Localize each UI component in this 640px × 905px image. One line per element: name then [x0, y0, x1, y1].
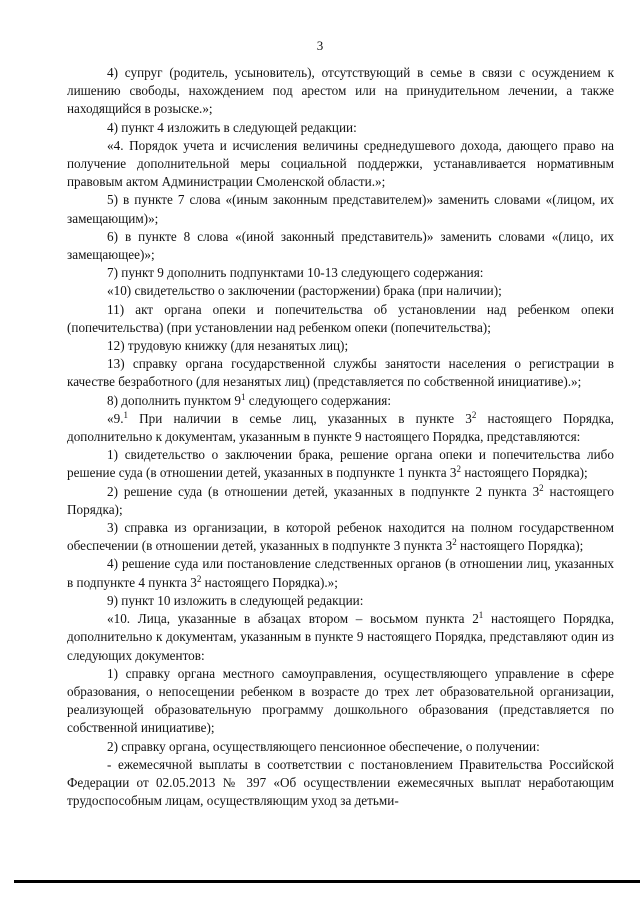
paragraph [67, 228, 614, 264]
paragraph-text: 12) трудовую книжку (для незанятых лиц); [107, 338, 349, 354]
paragraph-text: 4) супруг (родитель, усыновитель), отсутствующий в семье в связи с осуждением к лишению свободы, нахождением под арестом или на принудительном лечении, а также находящийся в розыске.»; [67, 65, 614, 117]
paragraph-text: 7) пункт 9 дополнить подпунктами 10-13 следующего содержания: [107, 265, 484, 281]
paragraph [67, 410, 614, 446]
superscript: 2 [456, 464, 462, 475]
paragraph-text: 4) пункт 4 изложить в следующей редакции: [107, 119, 357, 135]
superscript: 2 [539, 482, 544, 493]
bottom-rule [14, 880, 640, 883]
paragraph-text: 2) справку органа, осуществляющего пенсионное обеспечение, о получении: [107, 738, 540, 754]
paragraph-text: настоящего Порядка); [67, 483, 614, 517]
paragraph-text: 13) справку органа государственной службы занятости населения о регистрации в качестве безработного (для незанятых лиц) (представляется по собственной инициативе).»; [67, 356, 614, 390]
paragraph-text: 4) решение суда или постановление следственных органов (в отношении лиц, указанных в подпункте 4 пункта 3 [67, 556, 614, 590]
paragraph-text: 1) справку органа местного самоуправления, осуществляющего управление в сфере образования, о непосещении ребенком в возрасте до трех лет образовательной организации, реализующей образовательную программу дошкольного образования (представляется по собственной инициативе); [67, 665, 614, 736]
paragraph-text: - ежемесячной выплаты в соответствии с постановлением Правительства Российской Федерации от 02.05.2013 № 397 «Об осуществлении ежемесячных выплат неработающим трудоспособным лицам, осуществляющим уход за детьми- [67, 756, 614, 809]
paragraph-text: 9) пункт 10 изложить в следующей редакции: [107, 592, 364, 608]
paragraph-text: 1) свидетельство о заключении брака, решение органа опеки и попечительства либо решение суда (в отношении детей, указанных в подпункте 1 пункта 3 [67, 447, 614, 481]
paragraph [67, 446, 614, 482]
superscript: 2 [196, 573, 202, 584]
superscript: 1 [240, 391, 246, 402]
paragraph-text: 6) в пункте 8 слова «(иной законный представитель)» заменить словами «(лицо, их замещающее)»; [67, 228, 614, 263]
paragraph [67, 483, 614, 519]
paragraph [67, 301, 614, 337]
paragraph [67, 64, 614, 119]
page-number: 3 [316, 38, 324, 53]
paragraph [67, 337, 614, 355]
paragraph-text: настоящего Порядка); [456, 538, 584, 554]
paragraph [67, 355, 614, 391]
paragraph-text: настоящего Порядка, дополнительно к документам, указанным в пункте 9 настоящего Порядка, представляются: [67, 410, 614, 445]
document-body [67, 64, 614, 810]
paragraph [67, 665, 614, 738]
paragraph-text: 8) дополнить пунктом 9 [107, 392, 241, 408]
paragraph-text: 11) акт органа опеки и попечительства об установлении над ребенком опеки (попечительства) (при установлении над ребенком опеки (попечительства); [67, 301, 614, 335]
paragraph [67, 738, 614, 756]
paragraph-text: При наличии в семье лиц, указанных в пункте 3 [127, 410, 472, 426]
paragraph [67, 119, 614, 137]
paragraph [67, 555, 614, 591]
paragraph-text: 5) в пункте 7 слова «(иным законным представителем)» заменить словами «(лицом, их замещающим)»; [67, 192, 614, 226]
paragraph [67, 519, 614, 555]
paragraph [67, 137, 614, 192]
paragraph-text: настоящего Порядка).»; [201, 574, 338, 590]
paragraph-text: 3) справка из организации, в которой ребенок находится на полном государственном обеспечении (в отношении детей, указанных в подпункте 3 пункта 3 [67, 520, 614, 554]
paragraph [67, 264, 614, 282]
paragraph-text: настоящего Порядка, дополнительно к документам, указанным в пункте 9 настоящего Порядка, представляют один из следующих документов: [67, 611, 614, 663]
superscript: 2 [471, 409, 477, 420]
paragraph-text: «10) свидетельство о заключении (расторжении) брака (при наличии); [107, 283, 502, 299]
paragraph-text: следующего содержания: [245, 392, 392, 408]
superscript: 1 [123, 409, 128, 420]
paragraph [67, 191, 614, 227]
paragraph [67, 392, 614, 410]
superscript: 1 [478, 610, 484, 621]
paragraph-text: «10. Лица, указанные в абзацах втором – восьмом пункта 2 [107, 611, 479, 627]
paragraph [67, 592, 614, 610]
paragraph [67, 756, 614, 811]
paragraph-text: настоящего Порядка); [461, 465, 588, 481]
paragraph [67, 610, 614, 665]
paragraph-text: «4. Порядок учета и исчисления величины среднедушевого дохода, дающего право на получение дополнительной меры социальной поддержки, устанавливается нормативным правовым актом Администрации Смоленской области.»; [67, 137, 614, 190]
paragraph [67, 282, 614, 300]
paragraph-text: 2) решение суда (в отношении детей, указанных в подпункте 2 пункта 3 [107, 483, 540, 499]
paragraph-text: «9. [107, 410, 124, 426]
superscript: 2 [452, 537, 457, 548]
